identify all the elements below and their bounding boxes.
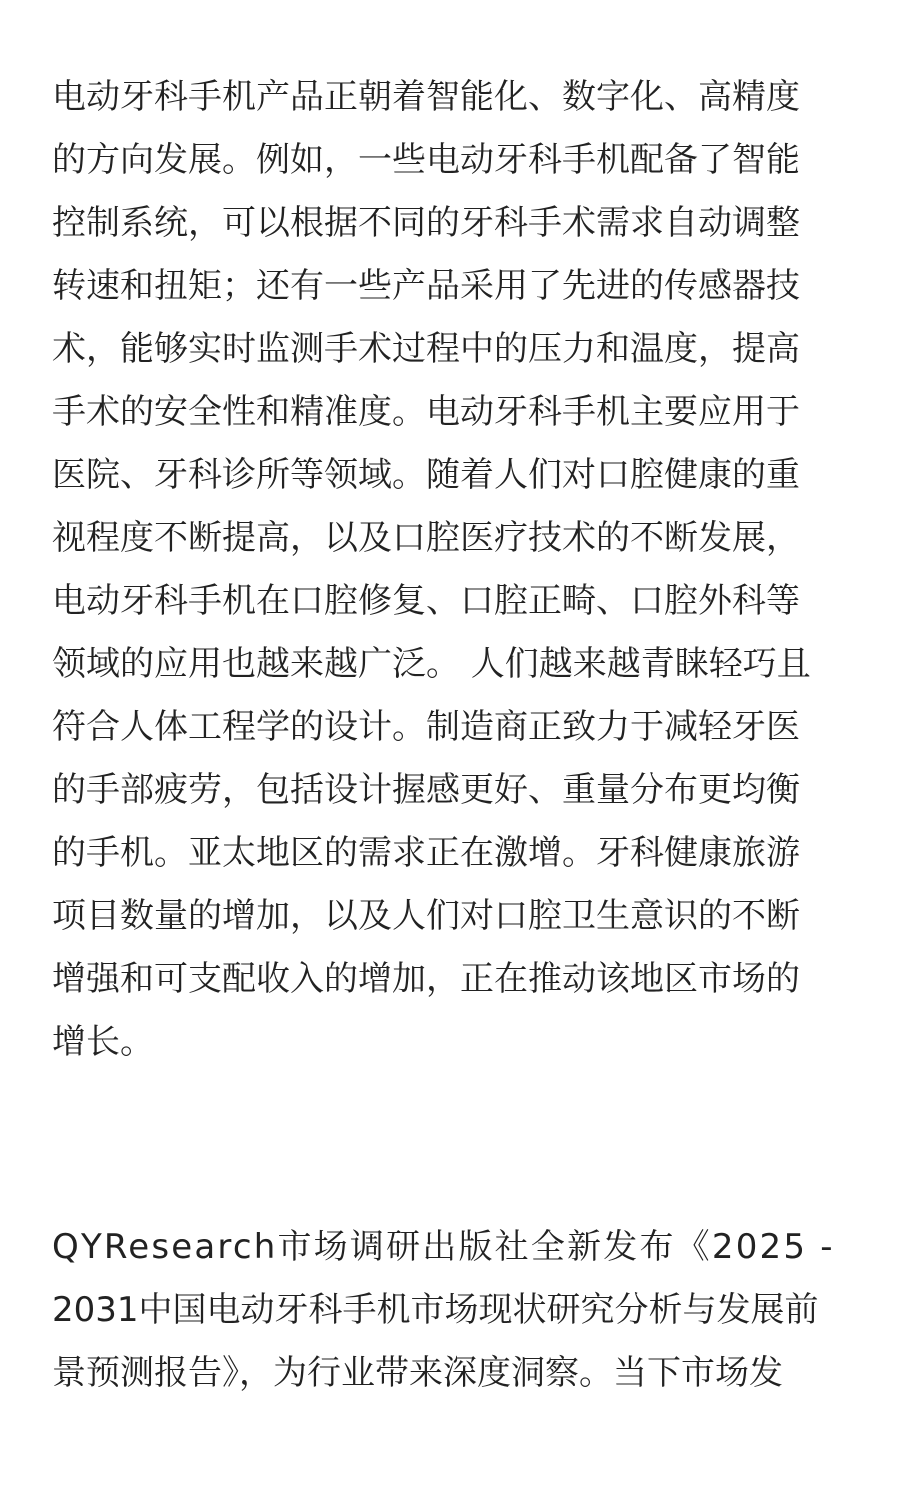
text-line: 的手部疲劳，包括设计握感更好、重量分布更均衡 — [52, 770, 800, 810]
text-line: 术，能够实时监测手术过程中的压力和温度，提高 — [52, 329, 800, 369]
text-line: 医院、牙科诊所等领域。随着人们对口腔健康的重 — [52, 455, 800, 495]
text-line: 电动牙科手机产品正朝着智能化、数字化、高精度 — [52, 77, 800, 117]
text-line: 的方向发展。例如，一些电动牙科手机配备了智能 — [52, 140, 800, 180]
text-line: 增长。 — [52, 1022, 154, 1062]
paragraph-2 — [52, 1216, 852, 1405]
text-line: 转速和扭矩；还有一些产品采用了先进的传感器技 — [52, 266, 800, 306]
text-line: 增强和可支配收入的增加，正在推动该地区市场的 — [52, 959, 800, 999]
text-line: 景预测报告》，为行业带来深度洞察。当下市场发 — [52, 1353, 783, 1393]
text-line: 2031中国电动牙科手机市场现状研究分析与发展前 — [52, 1290, 819, 1330]
text-line: 符合人体工程学的设计。制造商正致力于减轻牙医 — [52, 707, 800, 747]
text-line: 手术的安全性和精准度。电动牙科手机主要应用于 — [52, 392, 800, 432]
text-line: 领域的应用也越来越广泛。 人们越来越青睐轻巧且 — [52, 644, 811, 684]
text-line: 视程度不断提高，以及口腔医疗技术的不断发展， — [52, 518, 800, 558]
text-line: 电动牙科手机在口腔修复、口腔正畸、口腔外科等 — [52, 581, 800, 621]
text-line: QYResearch市场调研出版社全新发布《2025 - — [52, 1227, 835, 1267]
text-line: 控制系统，可以根据不同的牙科手术需求自动调整 — [52, 203, 800, 243]
article-body — [52, 66, 852, 1393]
text-line: 的手机。亚太地区的需求正在激增。牙科健康旅游 — [52, 833, 800, 873]
paragraph-1 — [52, 66, 852, 1074]
text-line: 项目数量的增加，以及人们对口腔卫生意识的不断 — [52, 896, 800, 936]
